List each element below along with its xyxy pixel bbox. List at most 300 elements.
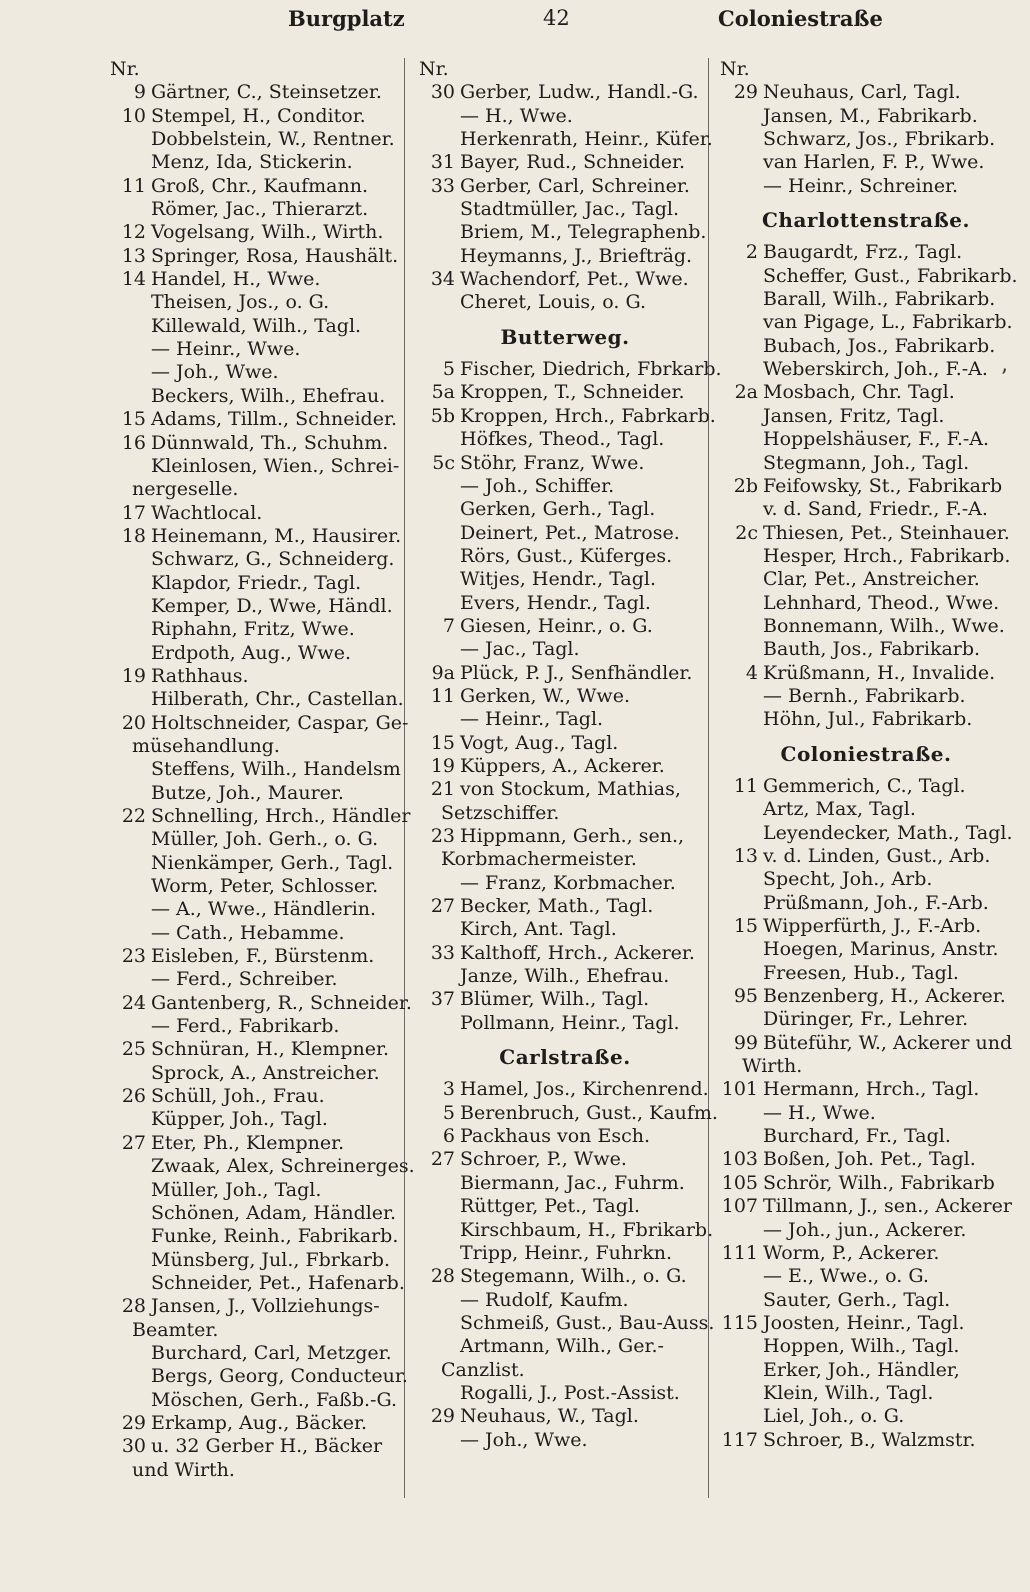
house-number bbox=[108, 1389, 151, 1412]
directory-entry bbox=[108, 175, 404, 198]
resident-entry: Schroer, B., Walzmstr. bbox=[763, 1428, 976, 1451]
house-number: 13 bbox=[121, 244, 146, 267]
resident-entry: Hoppen, Wilh., Tagl. bbox=[763, 1335, 960, 1358]
resident-entry: Bonnemann, Wilh., Wwe. bbox=[763, 614, 1005, 637]
resident-entry: Bauth, Jos., Fabrikarb. bbox=[763, 638, 981, 661]
house-number bbox=[108, 315, 151, 338]
entry-continuation: Korbmachermeister. bbox=[441, 848, 637, 871]
directory-entry bbox=[108, 1155, 415, 1178]
directory-entry bbox=[108, 665, 404, 688]
number-column-label: Nr. bbox=[419, 58, 449, 80]
house-number bbox=[718, 335, 763, 358]
directory-entry bbox=[108, 991, 412, 1015]
resident-entry: Joosten, Heinr., Tagl. bbox=[763, 1311, 965, 1334]
directory-entry bbox=[417, 404, 716, 428]
house-number bbox=[108, 828, 151, 851]
directory-entry bbox=[108, 1038, 404, 1061]
resident-entry: Wipperfürth, J., F.-Arb. bbox=[763, 915, 982, 938]
resident-entry: Kirch, Ant. Tagl. bbox=[460, 918, 617, 941]
house-number bbox=[718, 265, 763, 288]
resident-entry: Erdpoth, Aug., Wwe. bbox=[151, 641, 351, 664]
house-number bbox=[718, 1219, 763, 1242]
directory-entry bbox=[108, 1342, 404, 1365]
directory-entry bbox=[108, 1249, 404, 1272]
directory-entry bbox=[417, 498, 713, 521]
directory-entry bbox=[417, 1429, 713, 1452]
directory-entry bbox=[718, 1312, 1014, 1335]
house-number bbox=[718, 1405, 763, 1428]
resident-entry: Kroppen, T., Schneider. bbox=[460, 381, 685, 404]
directory-entry bbox=[108, 898, 404, 921]
house-number: 29 bbox=[430, 1405, 455, 1428]
house-number bbox=[718, 1289, 763, 1312]
directory-entry bbox=[108, 758, 404, 781]
resident-entry: Pollmann, Heinr., Tagl. bbox=[460, 1011, 680, 1034]
page-number: 42 bbox=[543, 6, 570, 30]
directory-entry bbox=[718, 822, 1014, 845]
directory-entry bbox=[417, 1382, 713, 1405]
resident-entry: Fischer, Diedrich, Fbrkarb. bbox=[460, 358, 722, 381]
house-number: 103 bbox=[721, 1148, 758, 1171]
house-number: 23 bbox=[430, 825, 455, 847]
resident-entry: Freesen, Hub., Tagl. bbox=[763, 961, 959, 984]
resident-entry: Gemmerich, C., Tagl. bbox=[763, 774, 966, 797]
resident-entry: Möschen, Gerh., Faßb.-G. bbox=[151, 1388, 398, 1411]
directory-entry bbox=[718, 915, 1014, 938]
resident-entry: Clar, Pet., Anstreicher. bbox=[763, 568, 980, 591]
directory-entry bbox=[417, 1195, 713, 1218]
house-number bbox=[108, 572, 151, 595]
directory-entry bbox=[108, 875, 404, 898]
directory-entry bbox=[718, 568, 1014, 591]
resident-entry: van Pigage, L., Fabrikarb. bbox=[763, 311, 1013, 334]
resident-entry: — Rudolf, Kaufm. bbox=[460, 1288, 629, 1311]
house-number bbox=[718, 1359, 763, 1382]
directory-entry bbox=[108, 291, 404, 314]
house-number bbox=[718, 1335, 763, 1358]
resident-entry: Kemper, D., Wwe, Händl. bbox=[151, 594, 393, 617]
resident-entry: Sprock, A., Anstreicher. bbox=[151, 1061, 380, 1084]
directory-entry bbox=[718, 1148, 1014, 1171]
directory-entry bbox=[718, 868, 1014, 891]
directory-entry bbox=[718, 288, 1014, 311]
directory-entry bbox=[108, 1015, 404, 1038]
resident-entry: Krüßmann, H., Invalide. bbox=[763, 661, 996, 684]
resident-entry: Stegemann, Wilh., o. G. bbox=[460, 1265, 687, 1288]
directory-entry bbox=[417, 105, 713, 128]
house-number: 18 bbox=[121, 524, 146, 547]
house-number bbox=[108, 595, 151, 618]
resident-entry: Packhaus von Esch. bbox=[460, 1125, 650, 1148]
house-number bbox=[108, 455, 151, 478]
directory-entry bbox=[718, 592, 1014, 615]
house-number: 95 bbox=[733, 985, 758, 1008]
resident-entry: Benzenberg, H., Ackerer. bbox=[763, 985, 1006, 1008]
directory-entry bbox=[417, 755, 713, 778]
house-number bbox=[718, 938, 763, 961]
house-number bbox=[417, 568, 460, 591]
resident-entry: Burchard, Carl, Metzger. bbox=[151, 1341, 392, 1364]
house-number bbox=[417, 918, 460, 941]
directory-entry bbox=[417, 1219, 713, 1242]
directory-entry bbox=[718, 335, 1014, 358]
directory-entry bbox=[718, 105, 1014, 128]
directory-entry bbox=[718, 685, 1014, 708]
house-number: 10 bbox=[121, 104, 146, 127]
house-number: 25 bbox=[121, 1038, 146, 1061]
house-number: 105 bbox=[721, 1171, 758, 1194]
running-head-right: Coloniestraße bbox=[718, 6, 883, 31]
resident-entry: Vogelsang, Wilh., Wirth. bbox=[151, 221, 384, 244]
resident-entry: von Stockum, Mathias, bbox=[460, 778, 681, 801]
directory-entry bbox=[108, 572, 404, 595]
directory-entry bbox=[718, 1125, 1014, 1148]
resident-entry: Vogt, Aug., Tagl. bbox=[460, 731, 619, 754]
resident-entry: Berenbruch, Gust., Kaufm. bbox=[460, 1101, 718, 1124]
directory-entry bbox=[108, 1202, 404, 1225]
directory-entry bbox=[108, 1225, 404, 1248]
resident-entry: Schönen, Adam, Händler. bbox=[151, 1201, 397, 1224]
house-number bbox=[108, 1202, 151, 1225]
directory-entry bbox=[718, 475, 1014, 498]
resident-entry: Wachendorf, Pet., Wwe. bbox=[460, 268, 689, 291]
directory-entry bbox=[718, 1219, 1014, 1242]
house-number bbox=[417, 1172, 460, 1195]
house-number bbox=[718, 105, 763, 128]
house-number bbox=[417, 1242, 460, 1265]
house-number bbox=[108, 688, 151, 711]
house-number bbox=[108, 1225, 151, 1248]
margin-mark: ʼ bbox=[1000, 366, 1007, 391]
entry-continuation: Beamter. bbox=[132, 1318, 219, 1341]
directory-entry bbox=[718, 381, 1014, 404]
directory-entry bbox=[718, 522, 1014, 545]
resident-entry: — Bernh., Fabrikarb. bbox=[763, 684, 966, 707]
resident-entry: Dobbelstein, W., Rentner. bbox=[151, 128, 395, 151]
directory-entry bbox=[417, 708, 713, 731]
directory-entry bbox=[108, 1295, 404, 1318]
house-number: 21 bbox=[430, 778, 455, 801]
resident-entry: u. 32 Gerber H., Bäcker bbox=[151, 1435, 383, 1458]
house-number bbox=[718, 962, 763, 985]
directory-entry bbox=[108, 968, 404, 991]
resident-entry: Stempel, H., Conditor. bbox=[151, 104, 366, 127]
resident-entry: Eter, Ph., Klempner. bbox=[151, 1131, 345, 1154]
house-number bbox=[108, 1365, 151, 1388]
resident-entry: — Ferd., Fabrikarb. bbox=[151, 1015, 340, 1038]
house-number bbox=[417, 1382, 460, 1405]
resident-entry: Groß, Chr., Kaufmann. bbox=[151, 174, 369, 197]
house-number bbox=[417, 965, 460, 988]
resident-entry: Gerber, Ludw., Handl.-G. bbox=[460, 81, 699, 104]
house-number bbox=[417, 1219, 460, 1242]
house-number bbox=[417, 708, 460, 731]
directory-entry bbox=[718, 1359, 1014, 1382]
house-number bbox=[718, 1125, 763, 1148]
directory-entry bbox=[718, 264, 1018, 288]
directory-entry bbox=[108, 1412, 404, 1435]
house-number: 28 bbox=[430, 1265, 455, 1288]
house-number bbox=[417, 198, 460, 221]
resident-entry: Gantenberg, R., Schneider. bbox=[151, 991, 412, 1014]
directory-entry bbox=[718, 662, 1014, 685]
resident-entry: Steffens, Wilh., Handelsm bbox=[151, 758, 401, 781]
house-number bbox=[417, 498, 460, 521]
house-number bbox=[718, 1008, 763, 1031]
entry-continuation: Setzschiffer. bbox=[441, 801, 560, 824]
directory-entry bbox=[718, 1265, 1014, 1288]
house-number: 15 bbox=[121, 408, 146, 431]
resident-entry: Müller, Joh. Gerh., o. G. bbox=[151, 828, 379, 851]
house-number bbox=[417, 105, 460, 128]
resident-entry: Feifowsky, St., Fabrikarb bbox=[763, 474, 1003, 497]
directory-entry bbox=[718, 428, 1014, 451]
house-number: 7 bbox=[442, 614, 455, 637]
directory-entry bbox=[417, 268, 713, 291]
resident-entry: Gärtner, C., Steinsetzer. bbox=[151, 81, 382, 104]
house-number: 12 bbox=[121, 221, 146, 244]
resident-entry: Theisen, Jos., o. G. bbox=[151, 291, 330, 314]
directory-entry bbox=[108, 315, 404, 338]
house-number bbox=[108, 1015, 151, 1038]
house-number bbox=[108, 922, 151, 945]
house-number bbox=[718, 892, 763, 915]
resident-entry: Cheret, Louis, o. G. bbox=[460, 291, 646, 314]
resident-entry: Evers, Hendr., Tagl. bbox=[460, 591, 651, 614]
house-number: 2a bbox=[734, 381, 758, 404]
directory-entry bbox=[417, 428, 713, 451]
directory-entry bbox=[417, 452, 713, 475]
directory-entry bbox=[417, 1242, 713, 1265]
house-number: 28 bbox=[121, 1295, 146, 1318]
house-number bbox=[718, 708, 763, 731]
house-number bbox=[108, 1155, 151, 1178]
resident-entry: Boßen, Joh. Pet., Tagl. bbox=[763, 1148, 976, 1171]
house-number: 5c bbox=[432, 451, 455, 474]
directory-entry bbox=[718, 708, 1014, 731]
running-head-left: Burgplatz bbox=[288, 6, 405, 31]
directory-column-3 bbox=[718, 58, 1018, 1452]
directory-entry bbox=[417, 545, 713, 568]
house-number: 31 bbox=[430, 151, 455, 174]
resident-entry: Büteführ, W., Ackerer und bbox=[763, 1031, 1013, 1054]
resident-entry: Riphahn, Fritz, Wwe. bbox=[151, 618, 355, 641]
directory-entry bbox=[718, 1242, 1014, 1265]
house-number: 5 bbox=[442, 1101, 455, 1124]
resident-entry: — H., Wwe. bbox=[763, 1101, 876, 1124]
directory-entry bbox=[417, 475, 713, 498]
resident-entry: — Joh., Wwe. bbox=[151, 361, 279, 384]
resident-entry: Baugardt, Frz., Tagl. bbox=[763, 241, 963, 264]
house-number bbox=[108, 758, 151, 781]
directory-entry bbox=[108, 432, 404, 455]
house-number bbox=[718, 498, 763, 521]
directory-entry bbox=[718, 1382, 1014, 1405]
resident-entry: Schneider, Pet., Hafenarb. bbox=[151, 1271, 405, 1294]
directory-entry bbox=[417, 1289, 713, 1312]
resident-entry: Schrör, Wilh., Fabrikarb bbox=[763, 1171, 995, 1194]
directory-entry bbox=[718, 938, 1014, 961]
resident-entry: Münsberg, Jul., Fbrkarb. bbox=[151, 1248, 391, 1271]
resident-entry: Hippmann, Gerh., sen., bbox=[460, 825, 685, 847]
house-number bbox=[417, 291, 460, 314]
house-number bbox=[718, 1265, 763, 1288]
resident-entry: Küppers, A., Ackerer. bbox=[460, 754, 665, 777]
house-number: 24 bbox=[121, 991, 146, 1014]
directory-entry bbox=[108, 805, 411, 828]
house-number bbox=[108, 1062, 151, 1085]
house-number: 15 bbox=[733, 915, 758, 938]
resident-entry: Gerken, W., Wwe. bbox=[460, 684, 630, 707]
house-number: 4 bbox=[745, 661, 758, 684]
resident-entry: — A., Wwe., Händlerin. bbox=[151, 898, 377, 921]
resident-entry: Hamel, Jos., Kirchenrend. bbox=[460, 1078, 709, 1101]
house-number: 30 bbox=[430, 81, 455, 104]
directory-entry bbox=[108, 1062, 404, 1085]
house-number bbox=[108, 291, 151, 314]
directory-entry bbox=[718, 498, 1014, 521]
directory-entry bbox=[718, 241, 1014, 264]
house-number bbox=[718, 568, 763, 591]
directory-entry bbox=[108, 361, 404, 384]
directory-entry bbox=[718, 845, 1014, 868]
directory-entry bbox=[417, 1172, 713, 1195]
directory-entry bbox=[718, 1195, 1014, 1218]
resident-entry: Gerber, Carl, Schreiner. bbox=[460, 174, 690, 197]
house-number bbox=[718, 1382, 763, 1405]
directory-entry bbox=[718, 1032, 1014, 1055]
house-number bbox=[718, 798, 763, 821]
directory-entry bbox=[108, 945, 404, 968]
directory-entry bbox=[417, 942, 713, 965]
number-column-label: Nr. bbox=[720, 58, 750, 80]
resident-entry: Müller, Joh., Tagl. bbox=[151, 1178, 322, 1201]
directory-entry bbox=[718, 1172, 1014, 1195]
directory-entry bbox=[718, 1102, 1014, 1125]
resident-entry: Worm, P., Ackerer. bbox=[763, 1241, 940, 1264]
house-number bbox=[718, 868, 763, 891]
directory-entry bbox=[417, 381, 713, 404]
directory-entry bbox=[417, 872, 713, 895]
house-number bbox=[108, 1179, 151, 1202]
house-number: 29 bbox=[733, 81, 758, 104]
resident-entry: Nienkämper, Gerh., Tagl. bbox=[151, 851, 394, 874]
resident-entry: Erker, Joh., Händler, bbox=[763, 1358, 960, 1381]
resident-entry: Artmann, Wilh., Ger.- bbox=[460, 1335, 664, 1358]
house-number: 22 bbox=[121, 805, 146, 827]
house-number: 34 bbox=[430, 268, 455, 291]
directory-entry bbox=[718, 615, 1014, 638]
house-number bbox=[417, 1429, 460, 1452]
house-number: 5 bbox=[442, 358, 455, 381]
directory-entry bbox=[108, 1108, 404, 1131]
directory-entry bbox=[108, 1085, 404, 1108]
house-number: 101 bbox=[721, 1078, 758, 1101]
resident-entry: Stöhr, Franz, Wwe. bbox=[460, 451, 645, 474]
directory-entry bbox=[718, 985, 1014, 1008]
resident-entry: Artz, Max, Tagl. bbox=[763, 798, 916, 821]
resident-entry: Plück, P. J., Senfhändler. bbox=[460, 661, 693, 684]
resident-entry: Eisleben, F., Bürstenm. bbox=[151, 945, 375, 968]
resident-entry: — Heinr., Schreiner. bbox=[763, 174, 959, 197]
directory-entry bbox=[417, 988, 713, 1011]
resident-entry: — Heinr., Wwe. bbox=[151, 338, 301, 361]
house-number bbox=[108, 548, 151, 571]
house-number bbox=[108, 898, 151, 921]
house-number: 11 bbox=[733, 774, 758, 797]
resident-entry: Höhn, Jul., Fabrikarb. bbox=[763, 708, 973, 731]
house-number bbox=[108, 198, 151, 221]
house-number bbox=[718, 405, 763, 428]
resident-entry: Schwarz, Jos., Fbrikarb. bbox=[763, 128, 996, 151]
house-number bbox=[108, 852, 151, 875]
resident-entry: Beckers, Wilh., Ehefrau. bbox=[151, 384, 386, 407]
resident-entry: Killewald, Wilh., Tagl. bbox=[151, 314, 362, 337]
resident-entry: Höfkes, Theod., Tagl. bbox=[460, 428, 665, 451]
house-number: 2c bbox=[735, 521, 758, 544]
directory-entry bbox=[718, 1289, 1014, 1312]
directory-entry bbox=[417, 825, 713, 848]
directory-entry bbox=[718, 128, 1014, 151]
house-number: 107 bbox=[721, 1195, 758, 1218]
directory-entry bbox=[108, 338, 404, 361]
directory-entry bbox=[417, 592, 713, 615]
directory-entry bbox=[718, 892, 1014, 915]
resident-entry: — Franz, Korbmacher. bbox=[460, 871, 676, 894]
house-number: 20 bbox=[121, 711, 146, 734]
resident-entry: van Harlen, F. P., Wwe. bbox=[763, 151, 985, 174]
resident-entry: Schmeiß, Gust., Bau-Auss. bbox=[460, 1311, 715, 1334]
house-number bbox=[718, 615, 763, 638]
street-heading: Coloniestraße. bbox=[780, 741, 952, 766]
resident-entry: Holtschneider, Caspar, Ge- bbox=[151, 711, 409, 734]
directory-entry bbox=[718, 638, 1014, 661]
resident-entry: Lehnhard, Theod., Wwe. bbox=[763, 591, 1000, 614]
house-number: 3 bbox=[442, 1078, 455, 1101]
resident-entry: Hoppelshäuser, F., F.-A. bbox=[763, 428, 990, 451]
directory-entry bbox=[417, 778, 713, 801]
directory-entry bbox=[417, 245, 713, 268]
house-number bbox=[718, 288, 763, 311]
resident-entry: Becker, Math., Tagl. bbox=[460, 895, 654, 918]
directory-entry bbox=[417, 638, 713, 661]
directory-entry bbox=[417, 965, 713, 988]
house-number bbox=[108, 361, 151, 384]
resident-entry: Bergs, Georg, Conducteur. bbox=[151, 1365, 408, 1388]
house-number bbox=[417, 1012, 460, 1035]
house-number bbox=[417, 1195, 460, 1218]
resident-entry: Hermann, Hrch., Tagl. bbox=[763, 1078, 980, 1101]
directory-entry bbox=[108, 105, 404, 128]
directory-entry bbox=[718, 452, 1014, 475]
resident-entry: Schnelling, Hrch., Händler bbox=[151, 805, 411, 827]
house-number bbox=[718, 358, 763, 381]
house-number bbox=[718, 175, 763, 198]
resident-entry: Funke, Reinh., Fabrikarb. bbox=[151, 1225, 399, 1248]
directory-column-2 bbox=[417, 58, 722, 1452]
house-number: 9 bbox=[133, 81, 146, 104]
resident-entry: Blümer, Wilh., Tagl. bbox=[460, 988, 650, 1011]
resident-entry: Bubach, Jos., Fabrikarb. bbox=[763, 334, 996, 357]
directory-entry bbox=[417, 662, 713, 685]
house-number: 29 bbox=[121, 1411, 146, 1434]
directory-entry bbox=[108, 595, 404, 618]
directory-entry bbox=[108, 1435, 404, 1458]
directory-column-1 bbox=[108, 58, 415, 1482]
directory-entry bbox=[718, 81, 1014, 104]
directory-entry bbox=[108, 1179, 404, 1202]
resident-entry: Klapdor, Friedr., Tagl. bbox=[151, 571, 362, 594]
